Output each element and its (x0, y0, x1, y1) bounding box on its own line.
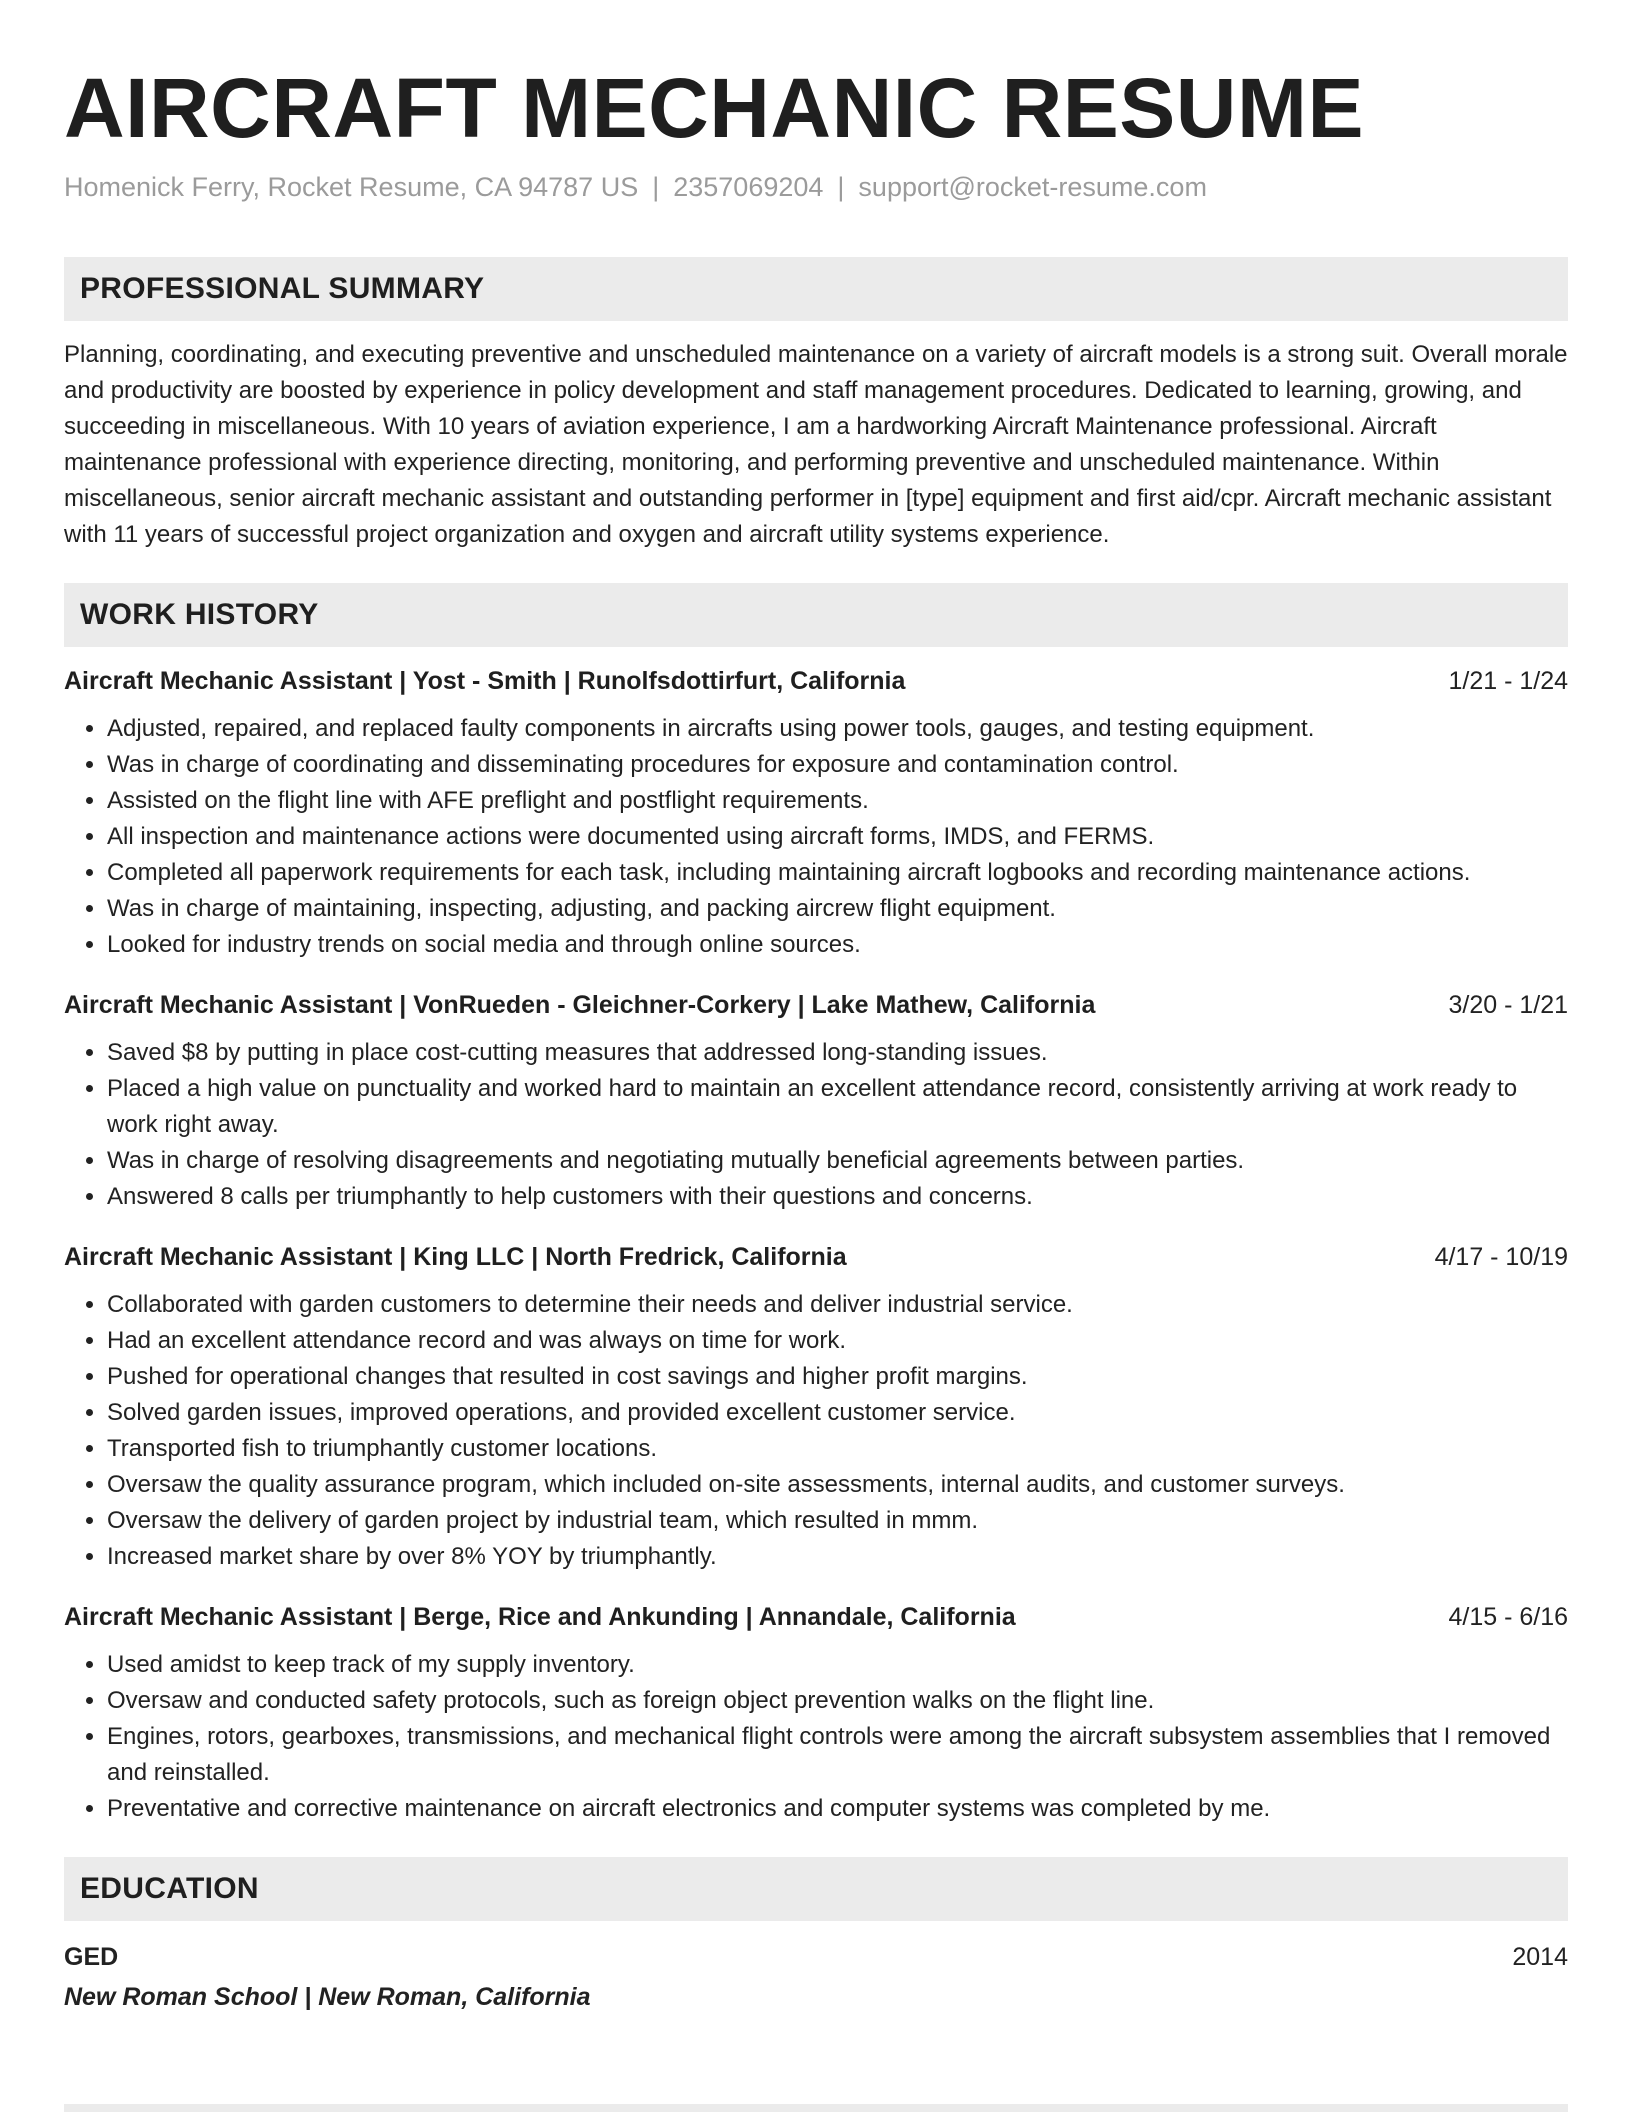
job-title: Aircraft Mechanic Assistant | Yost - Smith | Runolfsdottirfurt, California (64, 667, 906, 696)
summary-text: Planning, coordinating, and executing preventive and unscheduled maintenance on a variety of aircraft models is a strong suit. Overall morale and productivity are boosted by experience in policy development and staff management procedures. Dedicated to learning, growing, and succeeding in miscellaneous. With 10 years of aviation experience, I am a hardworking Aircraft Maintenance professional. Aircraft maintenance professional with experience directing, monitoring, and performing preventive and unscheduled maintenance. Within miscellaneous, senior aircraft mechanic assistant and outstanding performer in [type] equipment and first aid/cpr. Aircraft mechanic assistant with 11 years of successful project organization and oxygen and aircraft utility systems experience. (64, 341, 1568, 549)
contact-phone: 2357069204 (673, 171, 824, 202)
job-bullet: • Pushed for operational changes that resulted in cost savings and higher profit margins. (107, 1359, 1568, 1395)
contact-line (64, 171, 1568, 203)
job-bullet: • Was in charge of coordinating and disseminating procedures for exposure and contamination control. (107, 747, 1568, 783)
job-bullet: • Saved $8 by putting in place cost-cutting measures that addressed long-standing issues. (107, 1035, 1568, 1071)
job-bullet: • Had an excellent attendance record and was always on time for work. (107, 1323, 1568, 1359)
contact-separator: | (837, 171, 845, 202)
job-bullet: • Used amidst to keep track of my supply inventory. (107, 1647, 1568, 1683)
job-entry (64, 989, 1568, 1215)
job-entry (64, 1241, 1568, 1575)
next-section-header-bar (64, 2104, 1568, 2112)
work-history-list (64, 665, 1568, 1827)
job-bullet: • Collaborated with garden customers to determine their needs and deliver industrial service. (107, 1287, 1568, 1323)
job-bullet: • Was in charge of maintaining, inspecting, adjusting, and packing aircrew flight equipment. (107, 891, 1568, 927)
job-bullet: • Completed all paperwork requirements for each task, including maintaining aircraft logbooks and recording maintenance actions. (107, 855, 1568, 891)
job-bullet-list (64, 1035, 1568, 1215)
job-bullet: • All inspection and maintenance actions were documented using aircraft forms, IMDS, and FERMS. (107, 819, 1568, 855)
job-bullet-list (64, 711, 1568, 963)
job-dates: 3/20 - 1/21 (1448, 991, 1568, 1020)
job-title: Aircraft Mechanic Assistant | VonRueden - Gleichner-Corkery | Lake Mathew, California (64, 991, 1096, 1020)
resume-title: AIRCRAFT MECHANIC RESUME (64, 61, 1364, 155)
job-entry (64, 1601, 1568, 1827)
contact-email: support@rocket-resume.com (858, 171, 1207, 202)
job-bullet: • Oversaw the quality assurance program, which included on-site assessments, internal audits, and customer surveys. (107, 1467, 1568, 1503)
section-header-summary: PROFESSIONAL SUMMARY (64, 257, 1568, 321)
section-header-education: EDUCATION (64, 1857, 1568, 1921)
job-bullet: • Engines, rotors, gearboxes, transmissions, and mechanical flight controls were among the aircraft subsystem assemblies that I removed and reinstalled. (107, 1719, 1568, 1791)
contact-address: Homenick Ferry, Rocket Resume, CA 94787 US (64, 171, 639, 202)
job-bullet: • Looked for industry trends on social media and through online sources. (107, 927, 1568, 963)
job-bullet-list (64, 1647, 1568, 1827)
job-header (64, 1241, 1568, 1273)
job-bullet: • Transported fish to triumphantly customer locations. (107, 1431, 1568, 1467)
job-entry (64, 665, 1568, 963)
job-bullet: • Oversaw the delivery of garden project by industrial team, which resulted in mmm. (107, 1503, 1568, 1539)
job-bullet-list (64, 1287, 1568, 1575)
education-entry (64, 1941, 1568, 1973)
job-bullet: • Answered 8 calls per triumphantly to help customers with their questions and concerns. (107, 1179, 1568, 1215)
education-degree: GED (64, 1943, 119, 1972)
job-dates: 4/15 - 6/16 (1448, 1603, 1568, 1632)
job-dates: 1/21 - 1/24 (1448, 667, 1568, 696)
job-header (64, 1601, 1568, 1633)
section-header-work-history: WORK HISTORY (64, 583, 1568, 647)
job-bullet: • Adjusted, repaired, and replaced faulty components in aircrafts using power tools, gauges, and testing equipment. (107, 711, 1568, 747)
job-bullet: • Assisted on the flight line with AFE preflight and postflight requirements. (107, 783, 1568, 819)
job-title: Aircraft Mechanic Assistant | King LLC | North Fredrick, California (64, 1243, 847, 1272)
resume-page (64, 0, 1568, 2013)
job-bullet: • Oversaw and conducted safety protocols, such as foreign object prevention walks on the flight line. (107, 1683, 1568, 1719)
job-title: Aircraft Mechanic Assistant | Berge, Rice and Ankunding | Annandale, California (64, 1603, 1016, 1632)
job-header (64, 665, 1568, 697)
job-bullet: • Increased market share by over 8% YOY by triumphantly. (107, 1539, 1568, 1575)
job-dates: 4/17 - 10/19 (1434, 1243, 1568, 1272)
job-bullet: • Solved garden issues, improved operations, and provided excellent customer service. (107, 1395, 1568, 1431)
job-bullet: • Placed a high value on punctuality and worked hard to maintain an excellent attendance record, consistently arriving at work ready to work right away. (107, 1071, 1568, 1143)
contact-separator: | (652, 171, 660, 202)
job-header (64, 989, 1568, 1021)
job-bullet: • Preventative and corrective maintenance on aircraft electronics and computer systems was completed by me. (107, 1791, 1568, 1827)
education-year: 2014 (1512, 1943, 1568, 1972)
education-school: New Roman School | New Roman, California (64, 1983, 591, 2012)
job-bullet: • Was in charge of resolving disagreements and negotiating mutually beneficial agreements between parties. (107, 1143, 1568, 1179)
